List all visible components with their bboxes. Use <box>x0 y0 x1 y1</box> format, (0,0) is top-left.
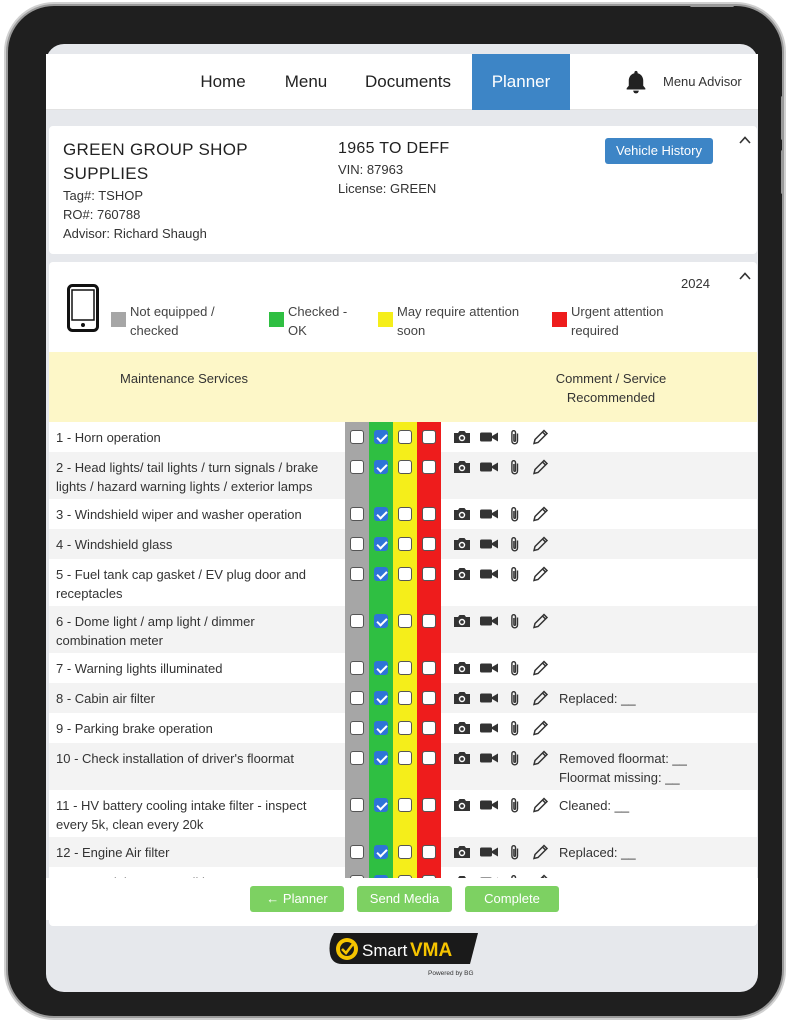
camera-icon[interactable] <box>452 458 472 476</box>
pencil-icon[interactable] <box>531 612 551 630</box>
legend-not-equipped: Not equipped / checked <box>130 304 215 338</box>
checkbox-checked-ok[interactable] <box>374 430 388 444</box>
camera-icon[interactable] <box>452 565 472 583</box>
legend-swatch-red <box>552 312 567 327</box>
legend-swatch-green <box>269 312 284 327</box>
video-camera-icon[interactable] <box>479 796 499 814</box>
collapse-chevron-up-icon[interactable] <box>739 134 751 146</box>
status-column-urgent <box>417 683 441 713</box>
service-label: 9 - Parking brake operation <box>56 721 213 736</box>
checkbox-not-equipped[interactable] <box>350 721 364 735</box>
service-label: 12 - Engine Air filter <box>56 845 170 860</box>
advisor-value: Richard Shaugh <box>113 226 207 241</box>
checkbox-urgent[interactable] <box>422 721 436 735</box>
status-column-not-equipped <box>345 683 369 713</box>
app-screen <box>46 44 758 992</box>
pencil-icon[interactable] <box>531 535 551 553</box>
legend-swatch-yellow <box>378 312 393 327</box>
vin-field <box>338 162 403 177</box>
checkbox-checked-ok[interactable] <box>374 507 388 521</box>
pencil-icon[interactable] <box>531 565 551 583</box>
status-column-checked-ok <box>369 790 393 837</box>
inspection-year: 2024 <box>681 276 710 291</box>
tablet-frame <box>8 6 782 1016</box>
vin-label: VIN: <box>338 162 364 177</box>
checkbox-urgent[interactable] <box>422 751 436 765</box>
status-column-not-equipped <box>345 499 369 529</box>
nav-home[interactable]: Home <box>200 72 246 91</box>
table-row <box>49 683 757 713</box>
header-maintenance-services: Maintenance Services <box>120 371 248 386</box>
table-row <box>49 452 757 499</box>
service-label: 8 - Cabin air filter <box>56 691 155 706</box>
checkbox-attention-soon[interactable] <box>398 507 412 521</box>
status-column-checked-ok <box>369 559 393 606</box>
service-label: 6 - Dome light / amp light / dimmer combination meter <box>56 614 255 648</box>
status-column-not-equipped <box>345 606 369 653</box>
camera-icon[interactable] <box>452 749 472 767</box>
license-value: GREEN <box>390 181 437 196</box>
checkbox-checked-ok[interactable] <box>374 798 388 812</box>
video-camera-icon[interactable] <box>479 565 499 583</box>
checkbox-attention-soon[interactable] <box>398 798 412 812</box>
checkbox-checked-ok[interactable] <box>374 691 388 705</box>
license-field <box>338 181 436 196</box>
vehicle-title: 1965 TO DEFF <box>338 140 450 157</box>
checkbox-not-equipped[interactable] <box>350 567 364 581</box>
table-row <box>49 653 757 683</box>
status-column-urgent <box>417 606 441 653</box>
table-row <box>49 529 757 559</box>
pencil-icon[interactable] <box>531 458 551 476</box>
video-camera-icon[interactable] <box>479 689 499 707</box>
menu-advisor-label[interactable]: Menu Advisor <box>663 74 742 89</box>
planner-back-button[interactable]: ← Planner <box>250 886 344 912</box>
checkbox-checked-ok[interactable] <box>374 721 388 735</box>
ro-value: 760788 <box>96 207 141 222</box>
device-side-button <box>781 96 784 140</box>
pencil-icon[interactable] <box>531 428 551 446</box>
status-column-checked-ok <box>369 422 393 452</box>
status-column-attention-soon <box>393 713 417 743</box>
services-table-body <box>49 422 757 878</box>
checkbox-urgent[interactable] <box>422 798 436 812</box>
status-column-attention-soon <box>393 653 417 683</box>
legend-checked-ok: Checked - OK <box>288 304 348 338</box>
service-comment: Removed floormat: __ Floormat missing: __ <box>559 751 687 785</box>
status-column-not-equipped <box>345 653 369 683</box>
camera-icon[interactable] <box>452 719 472 737</box>
checkbox-not-equipped[interactable] <box>350 798 364 812</box>
inspection-card <box>49 262 757 926</box>
video-camera-icon[interactable] <box>479 749 499 767</box>
checkbox-urgent[interactable] <box>422 430 436 444</box>
video-camera-icon[interactable] <box>479 428 499 446</box>
paperclip-icon[interactable] <box>505 428 525 446</box>
status-column-checked-ok <box>369 529 393 559</box>
checkbox-checked-ok[interactable] <box>374 845 388 859</box>
checkbox-attention-soon[interactable] <box>398 567 412 581</box>
ro-field <box>63 207 140 222</box>
checkbox-not-equipped[interactable] <box>350 751 364 765</box>
status-column-not-equipped <box>345 559 369 606</box>
status-column-attention-soon <box>393 452 417 499</box>
mobile-phone-icon[interactable] <box>67 284 99 332</box>
header-comment: Comment / Service Recommended <box>555 371 667 405</box>
status-column-checked-ok <box>369 837 393 867</box>
customer-name-line1: GREEN GROUP SHOP <box>63 140 248 159</box>
checkbox-urgent[interactable] <box>422 507 436 521</box>
checkbox-urgent[interactable] <box>422 691 436 705</box>
license-label: License: <box>338 181 387 196</box>
service-label: 2 - Head lights/ tail lights / turn signals / brake lights / hazard warning lights / exterior lamps <box>56 460 319 494</box>
checkbox-not-equipped[interactable] <box>350 661 364 675</box>
checkbox-attention-soon[interactable] <box>398 721 412 735</box>
ro-label: RO#: <box>63 207 94 222</box>
checkbox-checked-ok[interactable] <box>374 751 388 765</box>
status-column-urgent <box>417 529 441 559</box>
video-camera-icon[interactable] <box>479 659 499 677</box>
checkbox-checked-ok[interactable] <box>374 661 388 675</box>
status-column-not-equipped <box>345 422 369 452</box>
paperclip-icon[interactable] <box>505 612 525 630</box>
service-label: 7 - Warning lights illuminated <box>56 661 223 676</box>
checkbox-urgent[interactable] <box>422 845 436 859</box>
checkbox-not-equipped[interactable] <box>350 537 364 551</box>
paperclip-icon[interactable] <box>505 719 525 737</box>
table-row <box>49 790 757 837</box>
checkbox-attention-soon[interactable] <box>398 537 412 551</box>
status-column-urgent <box>417 837 441 867</box>
checkbox-attention-soon[interactable] <box>398 845 412 859</box>
svg-text:Powered by BG: Powered by BG <box>428 970 474 977</box>
status-column-attention-soon <box>393 743 417 790</box>
nav-menu[interactable]: Menu <box>284 72 328 91</box>
status-column-checked-ok <box>369 653 393 683</box>
status-column-urgent <box>417 422 441 452</box>
status-column-attention-soon <box>393 529 417 559</box>
paperclip-icon[interactable] <box>505 843 525 861</box>
checkbox-not-equipped[interactable] <box>350 845 364 859</box>
checkbox-urgent[interactable] <box>422 661 436 675</box>
vehicle-info-card <box>49 126 757 254</box>
pencil-icon[interactable] <box>531 505 551 523</box>
tag-field <box>63 188 143 203</box>
svg-text:Smart: Smart <box>362 941 408 960</box>
service-label: 3 - Windshield wiper and washer operation <box>56 507 302 522</box>
send-media-button[interactable]: Send Media <box>357 886 452 912</box>
collapse-chevron-up-icon[interactable] <box>739 270 751 282</box>
status-column-urgent <box>417 653 441 683</box>
status-column-not-equipped <box>345 790 369 837</box>
customer-name <box>63 138 273 186</box>
paperclip-icon[interactable] <box>505 659 525 677</box>
nav-planner[interactable]: Planner <box>472 54 570 110</box>
status-column-urgent <box>417 713 441 743</box>
status-column-checked-ok <box>369 499 393 529</box>
checkbox-checked-ok[interactable] <box>374 614 388 628</box>
camera-icon[interactable] <box>452 689 472 707</box>
camera-icon[interactable] <box>452 535 472 553</box>
table-row <box>49 606 757 653</box>
checkbox-urgent[interactable] <box>422 460 436 474</box>
checkbox-attention-soon[interactable] <box>398 460 412 474</box>
table-row <box>49 422 757 452</box>
table-row <box>49 713 757 743</box>
video-camera-icon[interactable] <box>479 612 499 630</box>
svg-text:VMA: VMA <box>410 940 453 961</box>
status-column-attention-soon <box>393 837 417 867</box>
status-column-checked-ok <box>369 683 393 713</box>
status-column-attention-soon <box>393 606 417 653</box>
status-column-not-equipped <box>345 529 369 559</box>
table-row <box>49 499 757 529</box>
complete-button[interactable]: Complete <box>465 886 559 912</box>
video-camera-icon[interactable] <box>479 843 499 861</box>
status-column-not-equipped <box>345 713 369 743</box>
customer-name-line2: SUPPLIES <box>63 164 149 183</box>
camera-icon[interactable] <box>452 612 472 630</box>
checkbox-not-equipped[interactable] <box>350 430 364 444</box>
service-comment: Replaced: __ <box>559 691 636 706</box>
service-label: 4 - Windshield glass <box>56 537 173 552</box>
service-label: 1 - Horn operation <box>56 430 161 445</box>
status-column-not-equipped <box>345 452 369 499</box>
checkbox-not-equipped[interactable] <box>350 507 364 521</box>
pencil-icon[interactable] <box>531 659 551 677</box>
status-column-checked-ok <box>369 452 393 499</box>
advisor-field <box>63 226 207 241</box>
camera-icon[interactable] <box>452 796 472 814</box>
advisor-label: Advisor: <box>63 226 110 241</box>
checkbox-checked-ok[interactable] <box>374 460 388 474</box>
pencil-icon[interactable] <box>531 749 551 767</box>
checkbox-attention-soon[interactable] <box>398 751 412 765</box>
device-top-button <box>690 4 734 7</box>
status-column-checked-ok <box>369 606 393 653</box>
table-row <box>49 837 757 867</box>
table-header <box>49 352 757 422</box>
paperclip-icon[interactable] <box>505 565 525 583</box>
device-side-button <box>781 150 784 194</box>
status-column-checked-ok <box>369 713 393 743</box>
nav-documents[interactable]: Documents <box>365 72 451 91</box>
status-column-attention-soon <box>393 422 417 452</box>
video-camera-icon[interactable] <box>479 458 499 476</box>
checkbox-attention-soon[interactable] <box>398 430 412 444</box>
checkbox-attention-soon[interactable] <box>398 661 412 675</box>
vin-value: 87963 <box>366 162 404 177</box>
service-label: 11 - HV battery cooling intake filter - inspect every 5k, clean every 20k <box>56 798 307 832</box>
checkbox-not-equipped[interactable] <box>350 614 364 628</box>
status-column-urgent <box>417 499 441 529</box>
checkbox-attention-soon[interactable] <box>398 691 412 705</box>
status-column-urgent <box>417 743 441 790</box>
footer-bar <box>46 878 758 920</box>
table-row <box>49 559 757 606</box>
status-column-urgent <box>417 452 441 499</box>
checkbox-checked-ok[interactable] <box>374 567 388 581</box>
paperclip-icon[interactable] <box>505 689 525 707</box>
checkbox-attention-soon[interactable] <box>398 614 412 628</box>
video-camera-icon[interactable] <box>479 505 499 523</box>
service-comment: Cleaned: __ <box>559 798 630 813</box>
checkbox-urgent[interactable] <box>422 537 436 551</box>
paperclip-icon[interactable] <box>505 535 525 553</box>
legend-swatch-gray <box>111 312 126 327</box>
vehicle-history-button[interactable]: Vehicle History <box>605 138 713 164</box>
pencil-icon[interactable] <box>531 843 551 861</box>
paperclip-icon[interactable] <box>505 796 525 814</box>
service-label: 5 - Fuel tank cap gasket / EV plug door and receptacles <box>56 567 307 601</box>
camera-icon[interactable] <box>452 659 472 677</box>
checkbox-urgent[interactable] <box>422 567 436 581</box>
service-label: 10 - Check installation of driver's floormat <box>56 751 295 766</box>
video-camera-icon[interactable] <box>479 535 499 553</box>
legend-attention-soon: May require attention soon <box>397 304 520 338</box>
status-column-urgent <box>417 559 441 606</box>
camera-icon[interactable] <box>452 505 472 523</box>
status-column-checked-ok <box>369 743 393 790</box>
smartvma-logo <box>328 930 484 978</box>
status-column-attention-soon <box>393 499 417 529</box>
bell-icon[interactable] <box>622 68 650 96</box>
checkbox-checked-ok[interactable] <box>374 537 388 551</box>
service-comment: Replaced: __ <box>559 845 636 860</box>
paperclip-icon[interactable] <box>505 505 525 523</box>
checkbox-not-equipped[interactable] <box>350 691 364 705</box>
table-row <box>49 743 757 790</box>
status-column-attention-soon <box>393 683 417 713</box>
paperclip-icon[interactable] <box>505 749 525 767</box>
pencil-icon[interactable] <box>531 719 551 737</box>
status-column-not-equipped <box>345 743 369 790</box>
legend-urgent: Urgent attention required <box>571 304 664 338</box>
top-nav <box>46 54 758 110</box>
status-column-attention-soon <box>393 790 417 837</box>
status-column-urgent <box>417 790 441 837</box>
camera-icon[interactable] <box>452 843 472 861</box>
video-camera-icon[interactable] <box>479 719 499 737</box>
status-column-attention-soon <box>393 559 417 606</box>
pencil-icon[interactable] <box>531 689 551 707</box>
checkbox-urgent[interactable] <box>422 614 436 628</box>
pencil-icon[interactable] <box>531 796 551 814</box>
paperclip-icon[interactable] <box>505 458 525 476</box>
camera-icon[interactable] <box>452 428 472 446</box>
tag-value: TSHOP <box>98 188 143 203</box>
tag-label: Tag#: <box>63 188 95 203</box>
checkbox-not-equipped[interactable] <box>350 460 364 474</box>
status-column-not-equipped <box>345 837 369 867</box>
